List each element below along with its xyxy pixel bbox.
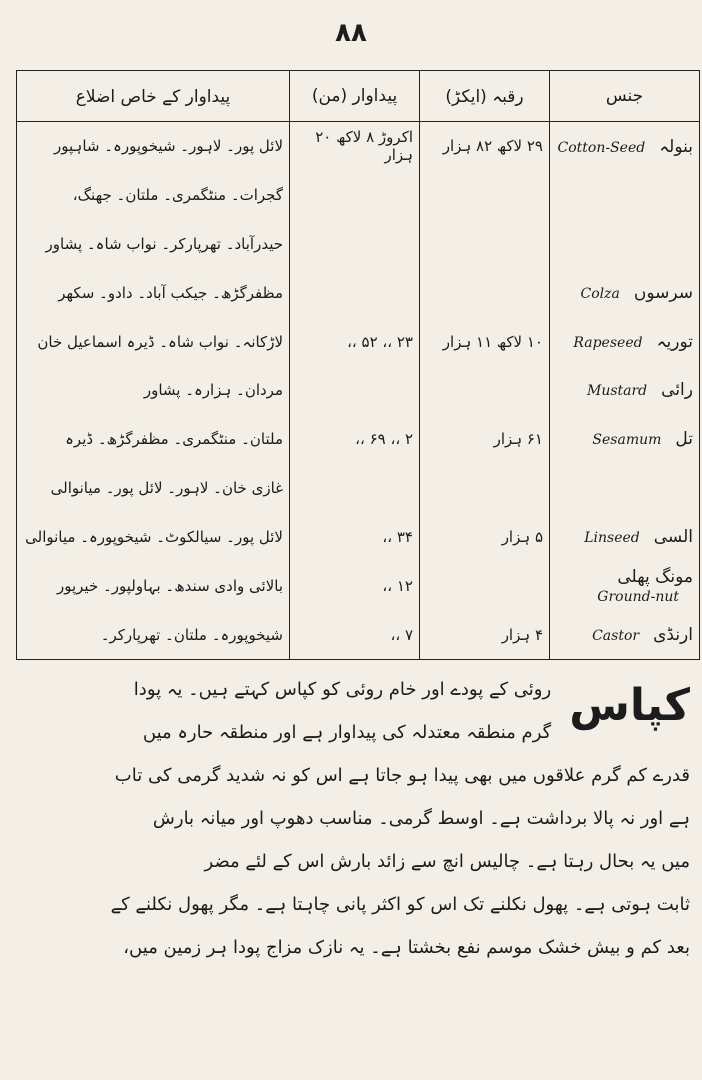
production-cell: ۲۳ ،، ۵۲ ،، <box>290 317 420 366</box>
table-row <box>17 464 700 513</box>
area-cell: ۶۱ ہزار <box>420 415 550 464</box>
table-row <box>17 317 700 366</box>
districts-cell: لاڑکانہ۔ نواب شاہ۔ ڈیرہ اسماعیل خان <box>17 317 290 366</box>
header-area: رقبہ (ایکڑ) <box>420 71 550 122</box>
text-line: روئی کے پودے اور خام روئی کو کپاس کہتے ہیں۔ یہ پودا <box>133 679 552 700</box>
districts-cell: بالائی وادی سندھ۔ بہاولپور۔ خیرپور <box>17 561 290 610</box>
production-cell: ۱۲ ،، <box>290 561 420 610</box>
text-line: بعد کم و بیش خشک موسم نفع بخشتا ہے۔ یہ نازک مزاج پودا ہر زمین میں، <box>123 937 690 958</box>
area-cell: ۴ ہزار <box>420 610 550 659</box>
crop-name-urdu: مونگ پھلی <box>617 566 693 587</box>
districts-cell: حیدرآباد۔ تھرپارکر۔ نواب شاہ۔ پشاور <box>17 220 290 269</box>
crop-name-urdu: تل <box>675 429 693 450</box>
crop-production-table <box>16 70 700 660</box>
section-heading: کپاس <box>569 680 690 731</box>
crop-cell <box>550 513 700 562</box>
table-row <box>17 610 700 659</box>
area-cell <box>420 561 550 610</box>
districts-cell: گجرات۔ منٹگمری۔ ملتان۔ جھنگ، <box>17 171 290 220</box>
crop-name-english: Linseed <box>584 529 640 546</box>
area-cell <box>420 366 550 415</box>
crop-name-english: Rapeseed <box>573 335 643 352</box>
crop-cell <box>550 268 700 317</box>
text-line: ثابت ہوتی ہے۔ پھول نکلنے تک اس کو اکثر پانی چاہتا ہے۔ مگر پھول نکلنے کے <box>110 894 690 915</box>
text-line: گرم منطقہ معتدلہ کی پیداوار ہے اور منطقہ حارہ میں <box>142 722 552 743</box>
production-cell <box>290 220 420 269</box>
cotton-section <box>14 668 690 969</box>
table-header-row <box>17 71 700 122</box>
area-cell <box>420 220 550 269</box>
crop-cell <box>550 317 700 366</box>
area-cell: ۵ ہزار <box>420 513 550 562</box>
area-cell: ۲۹ لاکھ ۸۲ ہزار <box>420 122 550 171</box>
crop-name-urdu: سرسوں <box>633 282 693 303</box>
crop-name-urdu: رائی <box>661 380 693 401</box>
crop-cell <box>550 171 700 220</box>
crop-name-urdu: توریہ <box>656 332 693 353</box>
crop-cell <box>550 610 700 659</box>
text-line: ہے اور نہ پالا برداشت ہے۔ اوسط گرمی۔ مناسب دھوپ اور میانہ بارش <box>152 808 690 829</box>
districts-cell: شیخوپورہ۔ ملتان۔ تھرپارکر۔ <box>17 610 290 659</box>
production-cell: ۲ ،، ۶۹ ،، <box>290 415 420 464</box>
table-row <box>17 415 700 464</box>
districts-cell: ملتان۔ منٹگمری۔ مظفرگڑھ۔ ڈیرہ <box>17 415 290 464</box>
crop-cell <box>550 561 700 610</box>
districts-cell: لائل پور۔ لاہور۔ شیخوپورہ۔ شاہپور <box>17 122 290 171</box>
districts-cell: مردان۔ ہزارہ۔ پشاور <box>17 366 290 415</box>
area-cell: ۱۰ لاکھ ۱۱ ہزار <box>420 317 550 366</box>
crop-cell <box>550 415 700 464</box>
crop-cell <box>550 122 700 171</box>
production-cell <box>290 268 420 317</box>
districts-cell: مظفرگڑھ۔ جیکب آباد۔ دادو۔ سکھر <box>17 268 290 317</box>
page-number: ٨٨ <box>335 18 367 48</box>
table-row <box>17 366 700 415</box>
header-districts: پیداوار کے خاص اضلاع <box>17 71 290 122</box>
area-cell <box>420 268 550 317</box>
table-row <box>17 561 700 610</box>
table-row <box>17 171 700 220</box>
crop-name-english: Cotton-Seed <box>557 139 646 156</box>
text-line: میں یہ بحال رہتا ہے۔ چالیس انچ سے زائد بارش اس کے لئے مضر <box>204 851 690 872</box>
crop-cell <box>550 366 700 415</box>
crop-name-urdu: السی <box>653 526 693 547</box>
header-production: پیداوار (من) <box>290 71 420 122</box>
crop-name-english: Mustard <box>586 383 648 400</box>
production-cell <box>290 171 420 220</box>
table-row <box>17 268 700 317</box>
table-row <box>17 513 700 562</box>
table-body <box>17 122 700 660</box>
header-crop: جنس <box>550 71 700 122</box>
production-cell: ۷ ،، <box>290 610 420 659</box>
area-cell <box>420 464 550 513</box>
table-row <box>17 122 700 171</box>
area-cell <box>420 171 550 220</box>
text-line: قدرے کم گرم علاقوں میں بھی پیدا ہو جاتا ہے اس کو نہ شدید گرمی کی تاب <box>114 765 690 786</box>
crop-name-urdu: بنولہ <box>659 136 693 157</box>
crop-name-english: Ground-nut <box>597 588 679 605</box>
production-cell: اکروڑ ۸ لاکھ ۲۰ ہزار <box>290 122 420 171</box>
crop-name-english: Castor <box>592 627 640 644</box>
table-row <box>17 220 700 269</box>
crop-cell <box>550 220 700 269</box>
districts-cell: غازی خان۔ لاہور۔ لائل پور۔ میانوالی <box>17 464 290 513</box>
crop-cell <box>550 464 700 513</box>
crop-name-urdu: ارنڈی <box>653 624 693 645</box>
production-cell: ۳۴ ،، <box>290 513 420 562</box>
production-cell <box>290 366 420 415</box>
districts-cell: لائل پور۔ سیالکوٹ۔ شیخوپورہ۔ میانوالی <box>17 513 290 562</box>
crop-name-english: Sesamum <box>592 432 662 449</box>
production-cell <box>290 464 420 513</box>
crop-name-english: Colza <box>580 285 620 302</box>
